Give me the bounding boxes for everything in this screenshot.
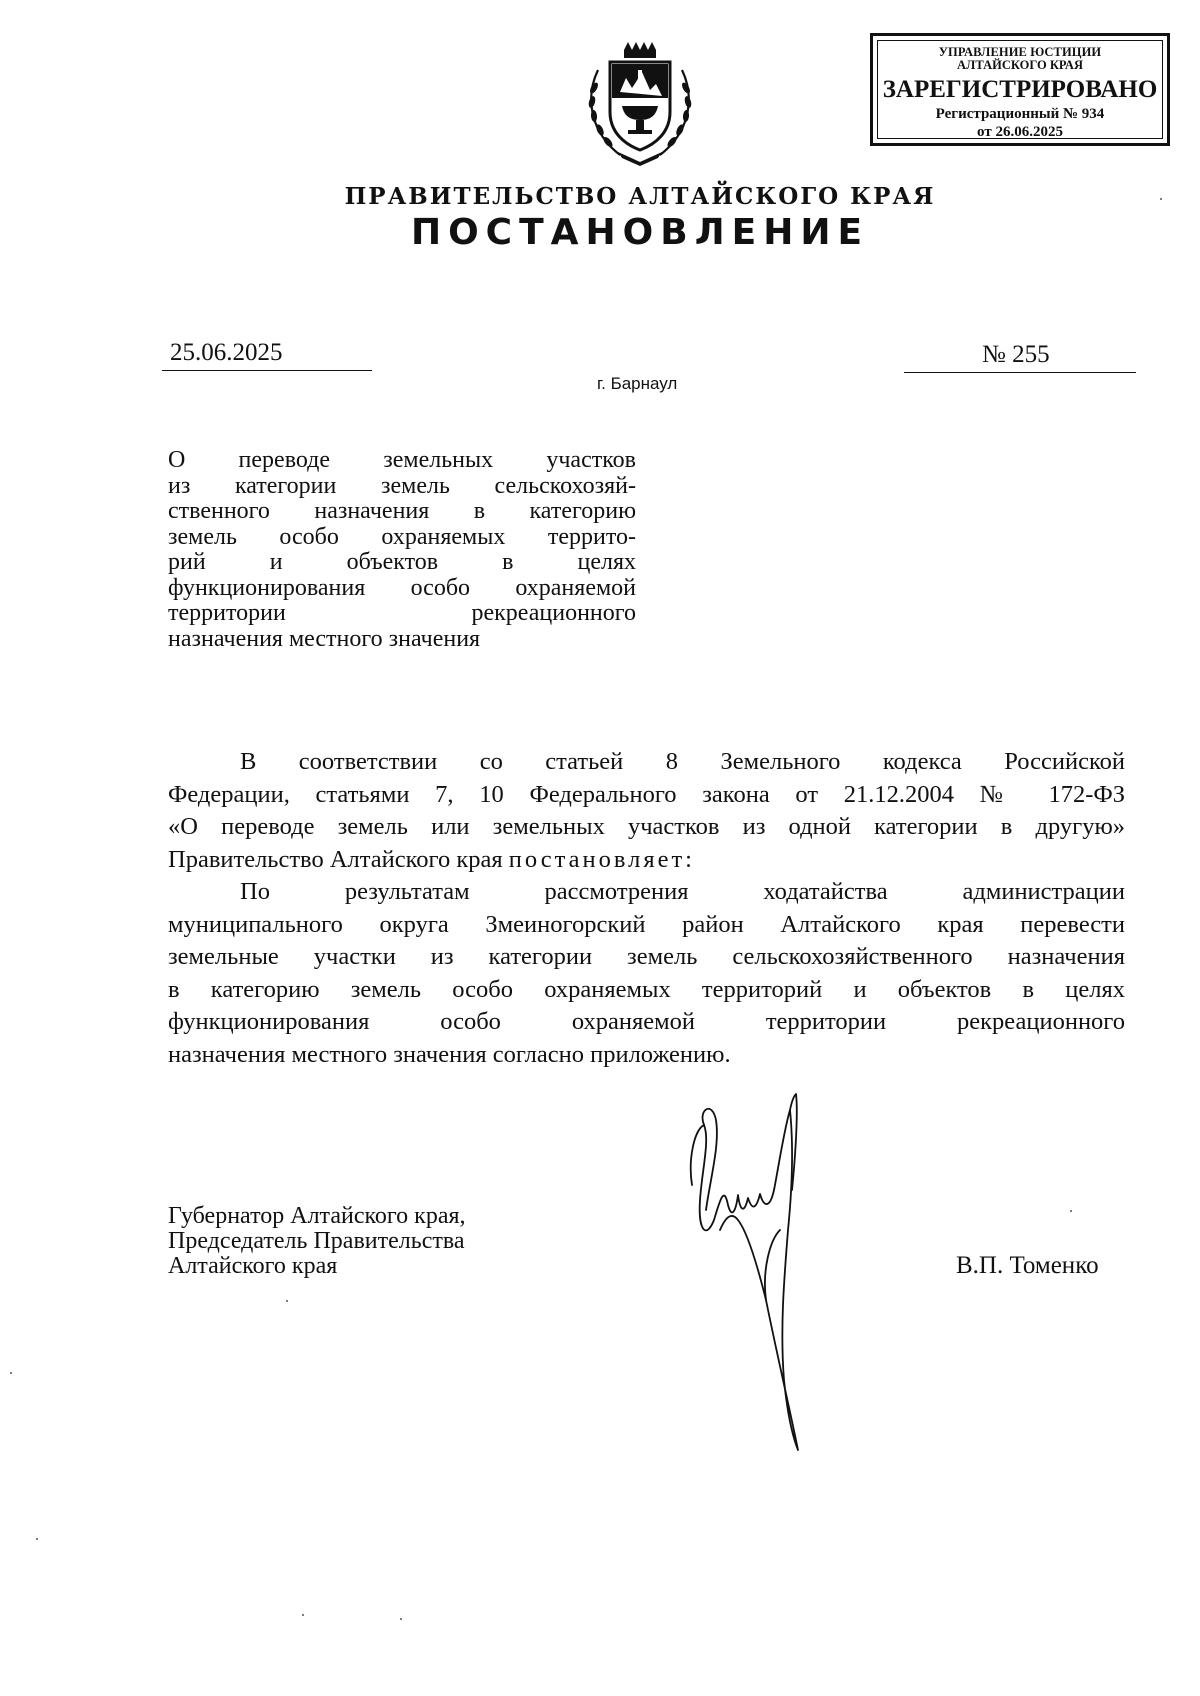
handwritten-signature bbox=[680, 1090, 850, 1490]
scan-speck bbox=[286, 1300, 288, 1302]
subject-line: из категории земель сельскохозяй- bbox=[168, 472, 636, 499]
body-line: в категорию земель особо охраняемых территорий и объектов в целях bbox=[168, 975, 1125, 1003]
coat-of-arms-emblem bbox=[580, 40, 700, 170]
document-date: 25.06.2025 bbox=[162, 336, 372, 371]
body-line-decree bbox=[168, 844, 1125, 877]
body-line: муниципального округа Змеиногорский район Алтайского края перевести bbox=[168, 910, 1125, 938]
document-subject bbox=[168, 448, 636, 652]
subject-line: ственного назначения в категорию bbox=[168, 498, 636, 524]
body-line: «О переводе земель или земельных участков из одной категории в другую» bbox=[168, 813, 1125, 840]
signatory-position-line: Председатель Правительства bbox=[168, 1228, 465, 1254]
registration-stamp-inner bbox=[877, 40, 1163, 139]
subject-line: территории рекреационного bbox=[168, 600, 636, 626]
document-type-title: ПОСТАНОВЛЕНИЕ bbox=[410, 212, 870, 253]
signatory-position-line: Губернатор Алтайского края, bbox=[168, 1203, 466, 1229]
subject-line: земель особо охраняемых террито- bbox=[168, 523, 636, 550]
stamp-registration-date: от 26.06.2025 bbox=[977, 124, 1063, 140]
body-line: земельные участки из категории земель сельскохозяйственного назначения bbox=[168, 943, 1125, 970]
stamp-registered-title: ЗАРЕГИСТРИРОВАНО bbox=[882, 76, 1158, 103]
signatory-position bbox=[168, 1204, 466, 1279]
signer-name: В.П. Томенко bbox=[956, 1252, 1099, 1279]
document-city: г. Барнаул bbox=[597, 374, 678, 393]
document-number: № 255 bbox=[904, 337, 1136, 373]
signatory-position-line: Алтайского края bbox=[168, 1253, 338, 1279]
scan-speck bbox=[1070, 1210, 1072, 1212]
subject-line: назначения местного значения bbox=[168, 625, 481, 652]
body-line: назначения местного значения согласно приложению. bbox=[168, 1040, 731, 1068]
subject-line: рий и объектов в целях bbox=[168, 549, 636, 575]
stamp-authority-line1: УПРАВЛЕНИЕ ЮСТИЦИИ bbox=[938, 45, 1102, 59]
body-line: По результатам рассмотрения ходатайства администрации bbox=[240, 878, 1125, 905]
subject-line: О переводе земельных участков bbox=[168, 447, 636, 473]
stamp-registration-number: Регистрационный № 934 bbox=[935, 106, 1105, 122]
stamp-authority-line2: АЛТАЙСКОГО КРАЯ bbox=[957, 58, 1083, 72]
body-line: функционирования особо охраняемой территории рекреационного bbox=[168, 1008, 1125, 1035]
scan-speck bbox=[400, 1618, 402, 1620]
scan-speck bbox=[36, 1538, 38, 1540]
body-line-subject: Правительство Алтайского края bbox=[168, 845, 503, 873]
subject-line: функционирования особо охраняемой bbox=[168, 574, 636, 601]
scan-speck bbox=[10, 1372, 12, 1374]
body-line: В соответствии со статьей 8 Земельного кодекса Российской bbox=[240, 748, 1125, 775]
document-body bbox=[168, 746, 1125, 1071]
government-title: ПРАВИТЕЛЬСТВО АЛТАЙСКОГО КРАЯ bbox=[344, 183, 936, 210]
scan-speck bbox=[302, 1614, 304, 1616]
registration-stamp bbox=[870, 33, 1170, 146]
scan-speck bbox=[1160, 198, 1162, 200]
decree-word: постановляет: bbox=[508, 845, 695, 873]
body-line: Федерации, статьями 7, 10 Федерального закона от 21.12.2004 № 172-ФЗ bbox=[168, 780, 1125, 808]
